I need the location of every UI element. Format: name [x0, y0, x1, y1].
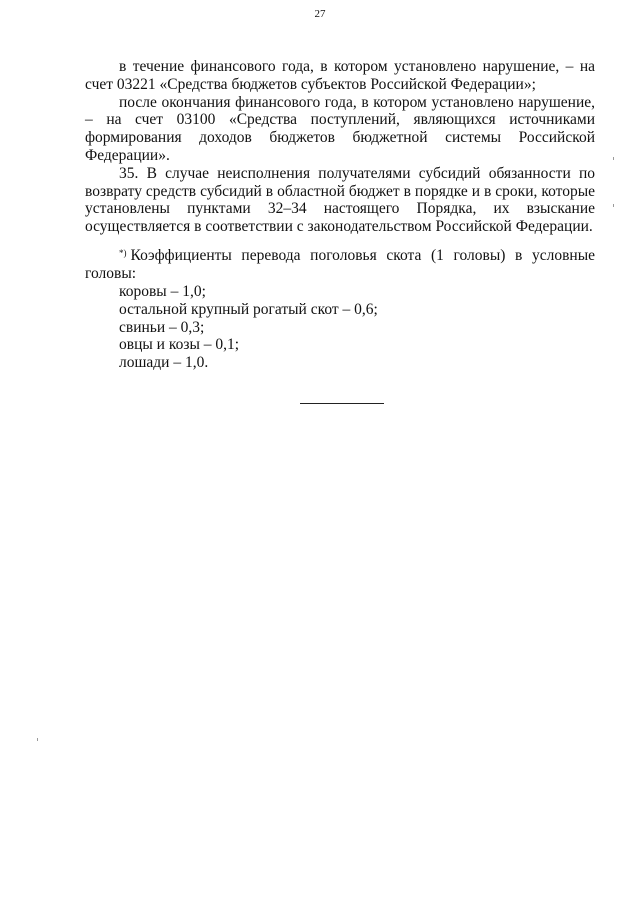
end-rule: [300, 403, 384, 404]
list-item: лошади – 1,0.: [119, 354, 209, 372]
list-item: овцы и козы – 0,1;: [119, 336, 240, 354]
scan-speck: [613, 157, 614, 160]
main-text: [85, 58, 595, 236]
footnote-marker: *): [119, 248, 127, 258]
coefficients-list: [119, 283, 378, 372]
paragraph-violation-current-year: в течение финансового года, в котором установлено нарушение, – на счет 03221 «Средства бюджетов субъектов Российской Федерации»;: [85, 58, 595, 93]
scan-speck: [613, 204, 614, 207]
footnote-text: Коэффициенты перевода поголовья скота (1 головы) в условные головы:: [85, 247, 595, 282]
scan-speck: [37, 738, 38, 741]
paragraph-item-35: 35. В случае неисполнения получателями субсидий обязанности по возврату средств субсидий в областной бюджет в порядке и в сроки, которые установлены пунктами 32–34 настоящего Порядка, их взыскание осуществляется в соответствии с законодательством Российской Федерации.: [85, 164, 595, 236]
paragraph-violation-after-year: после окончания финансового года, в котором установлено нарушение, – на счет 03100 «Средства поступлений, являющихся источниками формирования доходов бюджетов бюджетной системы Российской Федерации».: [85, 93, 595, 164]
footnote-paragraph: [85, 247, 595, 283]
list-item: свиньи – 0,3;: [119, 318, 205, 336]
page-number: 27: [314, 8, 326, 20]
footnote-block: [85, 247, 595, 283]
list-item: остальной крупный рогатый скот – 0,6;: [119, 300, 378, 318]
list-item: коровы – 1,0;: [119, 283, 206, 300]
